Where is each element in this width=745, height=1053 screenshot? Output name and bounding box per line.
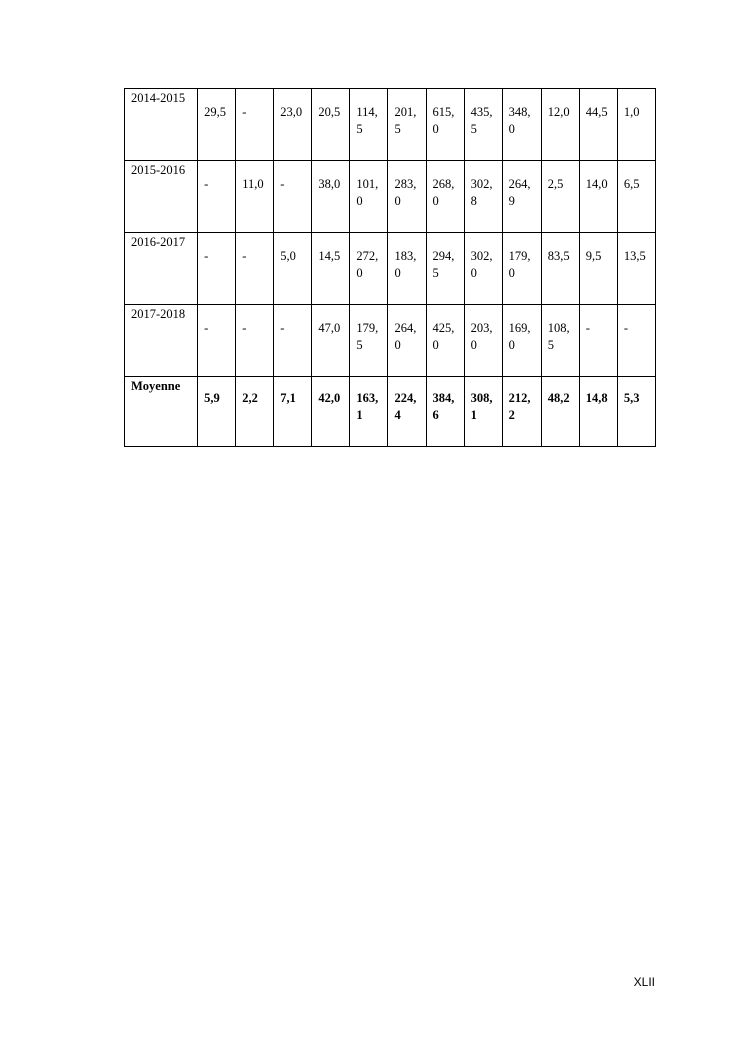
table-cell: - xyxy=(236,305,274,377)
table-row xyxy=(125,89,656,161)
table-cell: 23,0 xyxy=(274,89,312,161)
row-label: 2015-2016 xyxy=(125,161,198,233)
page-number: XLII xyxy=(633,975,655,989)
table-cell: 11,0 xyxy=(236,161,274,233)
table-cell: 302, 8 xyxy=(464,161,502,233)
table-row xyxy=(125,233,656,305)
row-label: 2014-2015 xyxy=(125,89,198,161)
table-cell: 5,0 xyxy=(274,233,312,305)
table-row xyxy=(125,161,656,233)
table-cell: 435, 5 xyxy=(464,89,502,161)
table-cell: 47,0 xyxy=(312,305,350,377)
table-cell: 264, 0 xyxy=(388,305,426,377)
table-cell: 7,1 xyxy=(274,377,312,447)
table-cell: - xyxy=(274,305,312,377)
row-label: 2017-2018 xyxy=(125,305,198,377)
table-cell: 272, 0 xyxy=(350,233,388,305)
table-cell: 42,0 xyxy=(312,377,350,447)
table-cell: 1,0 xyxy=(617,89,655,161)
table-cell: 201, 5 xyxy=(388,89,426,161)
table-cell: 348, 0 xyxy=(502,89,541,161)
table-cell: 212, 2 xyxy=(502,377,541,447)
table-cell: - xyxy=(579,305,617,377)
table-body xyxy=(125,89,656,447)
table-cell: 169, 0 xyxy=(502,305,541,377)
table-cell: - xyxy=(617,305,655,377)
table-cell: 183, 0 xyxy=(388,233,426,305)
table-cell: 101, 0 xyxy=(350,161,388,233)
table-cell: 29,5 xyxy=(198,89,236,161)
table-cell: 294, 5 xyxy=(426,233,464,305)
table-cell: 2,5 xyxy=(541,161,579,233)
table-cell: - xyxy=(198,161,236,233)
table-cell: 9,5 xyxy=(579,233,617,305)
average-row xyxy=(125,377,656,447)
table-cell: 14,8 xyxy=(579,377,617,447)
table-cell: 224, 4 xyxy=(388,377,426,447)
table-cell: - xyxy=(198,233,236,305)
row-label: Moyenne xyxy=(125,377,198,447)
table-cell: 5,9 xyxy=(198,377,236,447)
table-cell: 425, 0 xyxy=(426,305,464,377)
table-cell: 268, 0 xyxy=(426,161,464,233)
table-cell: 14,0 xyxy=(579,161,617,233)
row-label: 2016-2017 xyxy=(125,233,198,305)
table-cell: 13,5 xyxy=(617,233,655,305)
table-cell: - xyxy=(236,233,274,305)
table-cell: 114, 5 xyxy=(350,89,388,161)
table-cell: 179, 5 xyxy=(350,305,388,377)
table-cell: 48,2 xyxy=(541,377,579,447)
table-cell: 615, 0 xyxy=(426,89,464,161)
table-cell: 2,2 xyxy=(236,377,274,447)
table-cell: - xyxy=(198,305,236,377)
table-cell: 203, 0 xyxy=(464,305,502,377)
table-row xyxy=(125,305,656,377)
table-cell: - xyxy=(236,89,274,161)
table-cell: 5,3 xyxy=(617,377,655,447)
table-cell: 283, 0 xyxy=(388,161,426,233)
table-cell: 302, 0 xyxy=(464,233,502,305)
table-cell: 179, 0 xyxy=(502,233,541,305)
table-cell: 44,5 xyxy=(579,89,617,161)
table-cell: 108, 5 xyxy=(541,305,579,377)
table-cell: 384, 6 xyxy=(426,377,464,447)
table-cell: 264, 9 xyxy=(502,161,541,233)
rainfall-table xyxy=(124,88,656,447)
table-cell: 20,5 xyxy=(312,89,350,161)
table-cell: 38,0 xyxy=(312,161,350,233)
table-cell: 308, 1 xyxy=(464,377,502,447)
table-cell: 163, 1 xyxy=(350,377,388,447)
table-cell: 83,5 xyxy=(541,233,579,305)
table-cell: 12,0 xyxy=(541,89,579,161)
table-cell: 6,5 xyxy=(617,161,655,233)
table-cell: 14,5 xyxy=(312,233,350,305)
table-cell: - xyxy=(274,161,312,233)
